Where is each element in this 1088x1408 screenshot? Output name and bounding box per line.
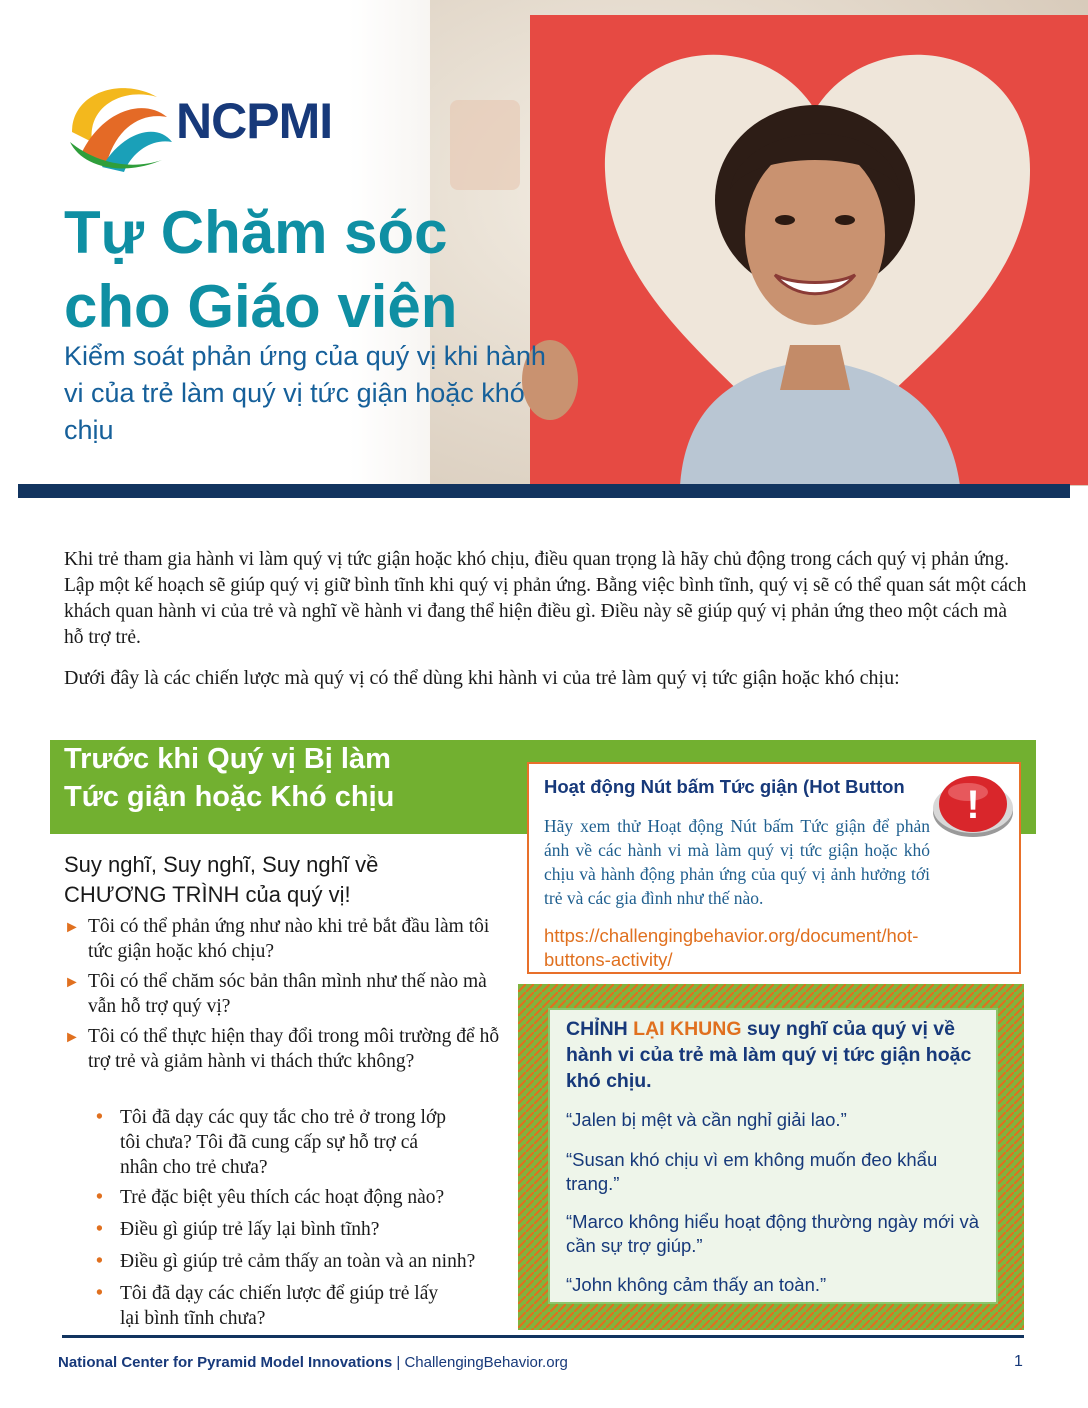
page-number: 1 bbox=[1014, 1353, 1023, 1370]
alert-button-icon bbox=[930, 770, 1016, 840]
hot-button-link[interactable]: https://challengingbehavior.org/document/hot-buttons-activity/ bbox=[544, 925, 919, 970]
triangle-bullet-icon: ► bbox=[64, 919, 80, 936]
reframe-title-part-3: suy nghĩ của quý vị về hành vi của trẻ mà làm quý vị tức giận hoặc khó chịu. bbox=[566, 1018, 972, 1092]
reframe-title-part-1: CHỈNH bbox=[566, 1018, 634, 1040]
reframe-quote: “Jalen bị mệt và cần nghỉ giải lao.” bbox=[566, 1109, 847, 1130]
sub-question-item bbox=[96, 1185, 516, 1210]
section-title-line-2: Tức giận hoặc Khó chịu bbox=[64, 781, 395, 813]
reframe-quote: “Susan khó chịu vì em không muốn đeo khẩu trang.” bbox=[566, 1149, 938, 1194]
sub-question-text: Trẻ đặc biệt yêu thích các hoạt động nào? bbox=[120, 1187, 445, 1208]
dot-bullet-icon: • bbox=[96, 1251, 103, 1272]
title-line-2: cho Giáo viên bbox=[64, 273, 458, 340]
logo-wordmark: NCPMI bbox=[176, 93, 333, 149]
dot-bullet-icon: • bbox=[96, 1283, 103, 1304]
sub-question-text: Tôi đã dạy các quy tắc cho trẻ ở trong lớp tôi chưa? Tôi đã cung cấp sự hỗ trợ cá nhân cho trẻ chưa? bbox=[120, 1107, 447, 1178]
hot-button-body: Hãy xem thử Hoạt động Nút bấm Tức giận để phản ánh về các hành vi mà làm quý vị tức giận hoặc khó chịu và hành động phản ứng của quý vị ảnh hưởng tới trẻ và các gia đình như thế nào. bbox=[544, 816, 930, 908]
think-heading: Suy nghĩ, Suy nghĩ, Suy nghĩ về CHƯƠNG TRÌNH của quý vị! bbox=[64, 852, 379, 907]
footer-rule bbox=[62, 1335, 1024, 1338]
sub-question-item bbox=[96, 1281, 446, 1331]
section-title-line-1: Trước khi Quý vị Bị làm bbox=[64, 743, 391, 775]
footer-org: National Center for Pyramid Model Innovations bbox=[58, 1354, 393, 1371]
dot-bullet-icon: • bbox=[96, 1107, 103, 1128]
question-text: Tôi có thể chăm sóc bản thân mình như thế nào mà vẫn hỗ trợ quý vị? bbox=[88, 971, 487, 1017]
triangle-bullet-icon: ► bbox=[64, 974, 80, 991]
sub-question-item bbox=[96, 1249, 516, 1274]
reframe-title-highlight: LẠI KHUNG bbox=[633, 1018, 742, 1040]
reframe-title bbox=[566, 1016, 1006, 1094]
sub-question-text: Điều gì giúp trẻ cảm thấy an toàn và an ninh? bbox=[120, 1251, 476, 1272]
question-item bbox=[64, 969, 504, 1019]
header-rule bbox=[18, 484, 1070, 498]
reframe-quote: “Marco không hiểu hoạt động thường ngày mới và cần sự trợ giúp.” bbox=[566, 1211, 980, 1256]
section-title bbox=[64, 740, 504, 816]
question-text: Tôi có thể thực hiện thay đổi trong môi trường để hỗ trợ trẻ và giảm hành vi thách thức không? bbox=[88, 1026, 500, 1072]
sub-question-text: Điều gì giúp trẻ lấy lại bình tĩnh? bbox=[120, 1219, 380, 1240]
question-item bbox=[64, 1024, 504, 1074]
footer-credit bbox=[58, 1354, 568, 1371]
sub-question-item bbox=[96, 1217, 516, 1242]
sub-question-item bbox=[96, 1105, 446, 1180]
dot-bullet-icon: • bbox=[96, 1219, 103, 1240]
question-item bbox=[64, 914, 504, 964]
question-text: Tôi có thể phản ứng như nào khi trẻ bắt đầu làm tôi tức giận hoặc khó chịu? bbox=[88, 916, 490, 962]
reframe-quote: “John không cảm thấy an toàn.” bbox=[566, 1274, 827, 1295]
page-title bbox=[64, 196, 624, 344]
intro-paragraph: Khi trẻ tham gia hành vi làm quý vị tức giận hoặc khó chịu, điều quan trọng là hãy chủ động trong cách quý vị phản ứng. Lập một kế hoạch sẽ giúp quý vị giữ bình tĩnh khi quý vị phản ứng. Bằng việc bình tĩnh, quý vị sẽ có thể quan sát một cách khách quan hành vi của trẻ và nghĩ về hành vi đang thể hiện điều gì. Điều này sẽ giúp quý vị phản ứng theo một cách mà hỗ trợ trẻ. bbox=[64, 549, 1027, 648]
footer-separator: | bbox=[392, 1354, 405, 1371]
alert-glyph: ! bbox=[966, 783, 980, 827]
strategies-lead: Dưới đây là các chiến lược mà quý vị có thể dùng khi hành vi của trẻ làm quý vị tức giận hoặc khó chịu: bbox=[64, 667, 900, 689]
sub-question-text: Tôi đã dạy các chiến lược để giúp trẻ lấy lại bình tĩnh chưa? bbox=[120, 1283, 439, 1329]
footer-site[interactable]: ChallengingBehavior.org bbox=[404, 1354, 568, 1371]
dot-bullet-icon: • bbox=[96, 1187, 103, 1208]
page-subtitle: Kiểm soát phản ứng của quý vị khi hành vi của trẻ làm quý vị tức giận hoặc khó chịu bbox=[64, 341, 546, 445]
title-line-1: Tự Chăm sóc bbox=[64, 199, 448, 266]
triangle-bullet-icon: ► bbox=[64, 1029, 80, 1046]
hot-button-title: Hoạt động Nút bấm Tức giận (Hot Button bbox=[544, 776, 905, 797]
